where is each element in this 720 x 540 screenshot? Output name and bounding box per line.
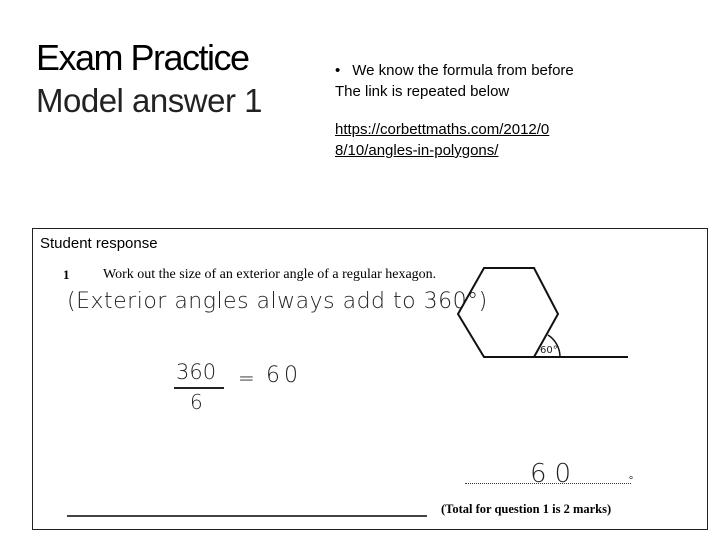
bullet-item: [335, 60, 635, 81]
notes-panel: [335, 60, 635, 161]
bullet-marker: •: [335, 62, 341, 79]
bottom-rule: [67, 515, 427, 517]
notes-line: The link is repeated below: [335, 83, 510, 100]
answer-line: [465, 483, 631, 484]
answer-value: 60: [530, 459, 580, 489]
student-response-box: [32, 228, 708, 530]
question-number: 1: [63, 267, 70, 282]
student-response-label: Student response: [40, 235, 158, 252]
marks-text: (Total for question 1 is 2 marks): [441, 502, 612, 516]
fraction-denominator: 6: [190, 390, 203, 414]
fraction-numerator: 360: [176, 360, 217, 384]
bullet-text: We know the formula from before: [352, 62, 574, 79]
slide-title: Exam Practice: [36, 37, 249, 78]
equals-sign: =: [238, 366, 255, 390]
slide-subtitle: Model answer 1: [36, 82, 262, 119]
fraction-result: 60: [266, 363, 302, 388]
hexagon-diagram: [453, 259, 653, 371]
fraction-bar: [174, 387, 224, 389]
handwritten-working: (Exterior angles always add to 360°): [67, 289, 488, 314]
hexagon-shape: [458, 268, 558, 357]
question-text: Work out the size of an exterior angle of a regular hexagon.: [103, 267, 437, 282]
angle-label: 60°: [540, 345, 558, 356]
corbettmaths-link[interactable]: https://corbettmaths.com/2012/08/10/angles-in-polygons/: [335, 121, 550, 159]
degree-unit: °: [629, 475, 633, 486]
